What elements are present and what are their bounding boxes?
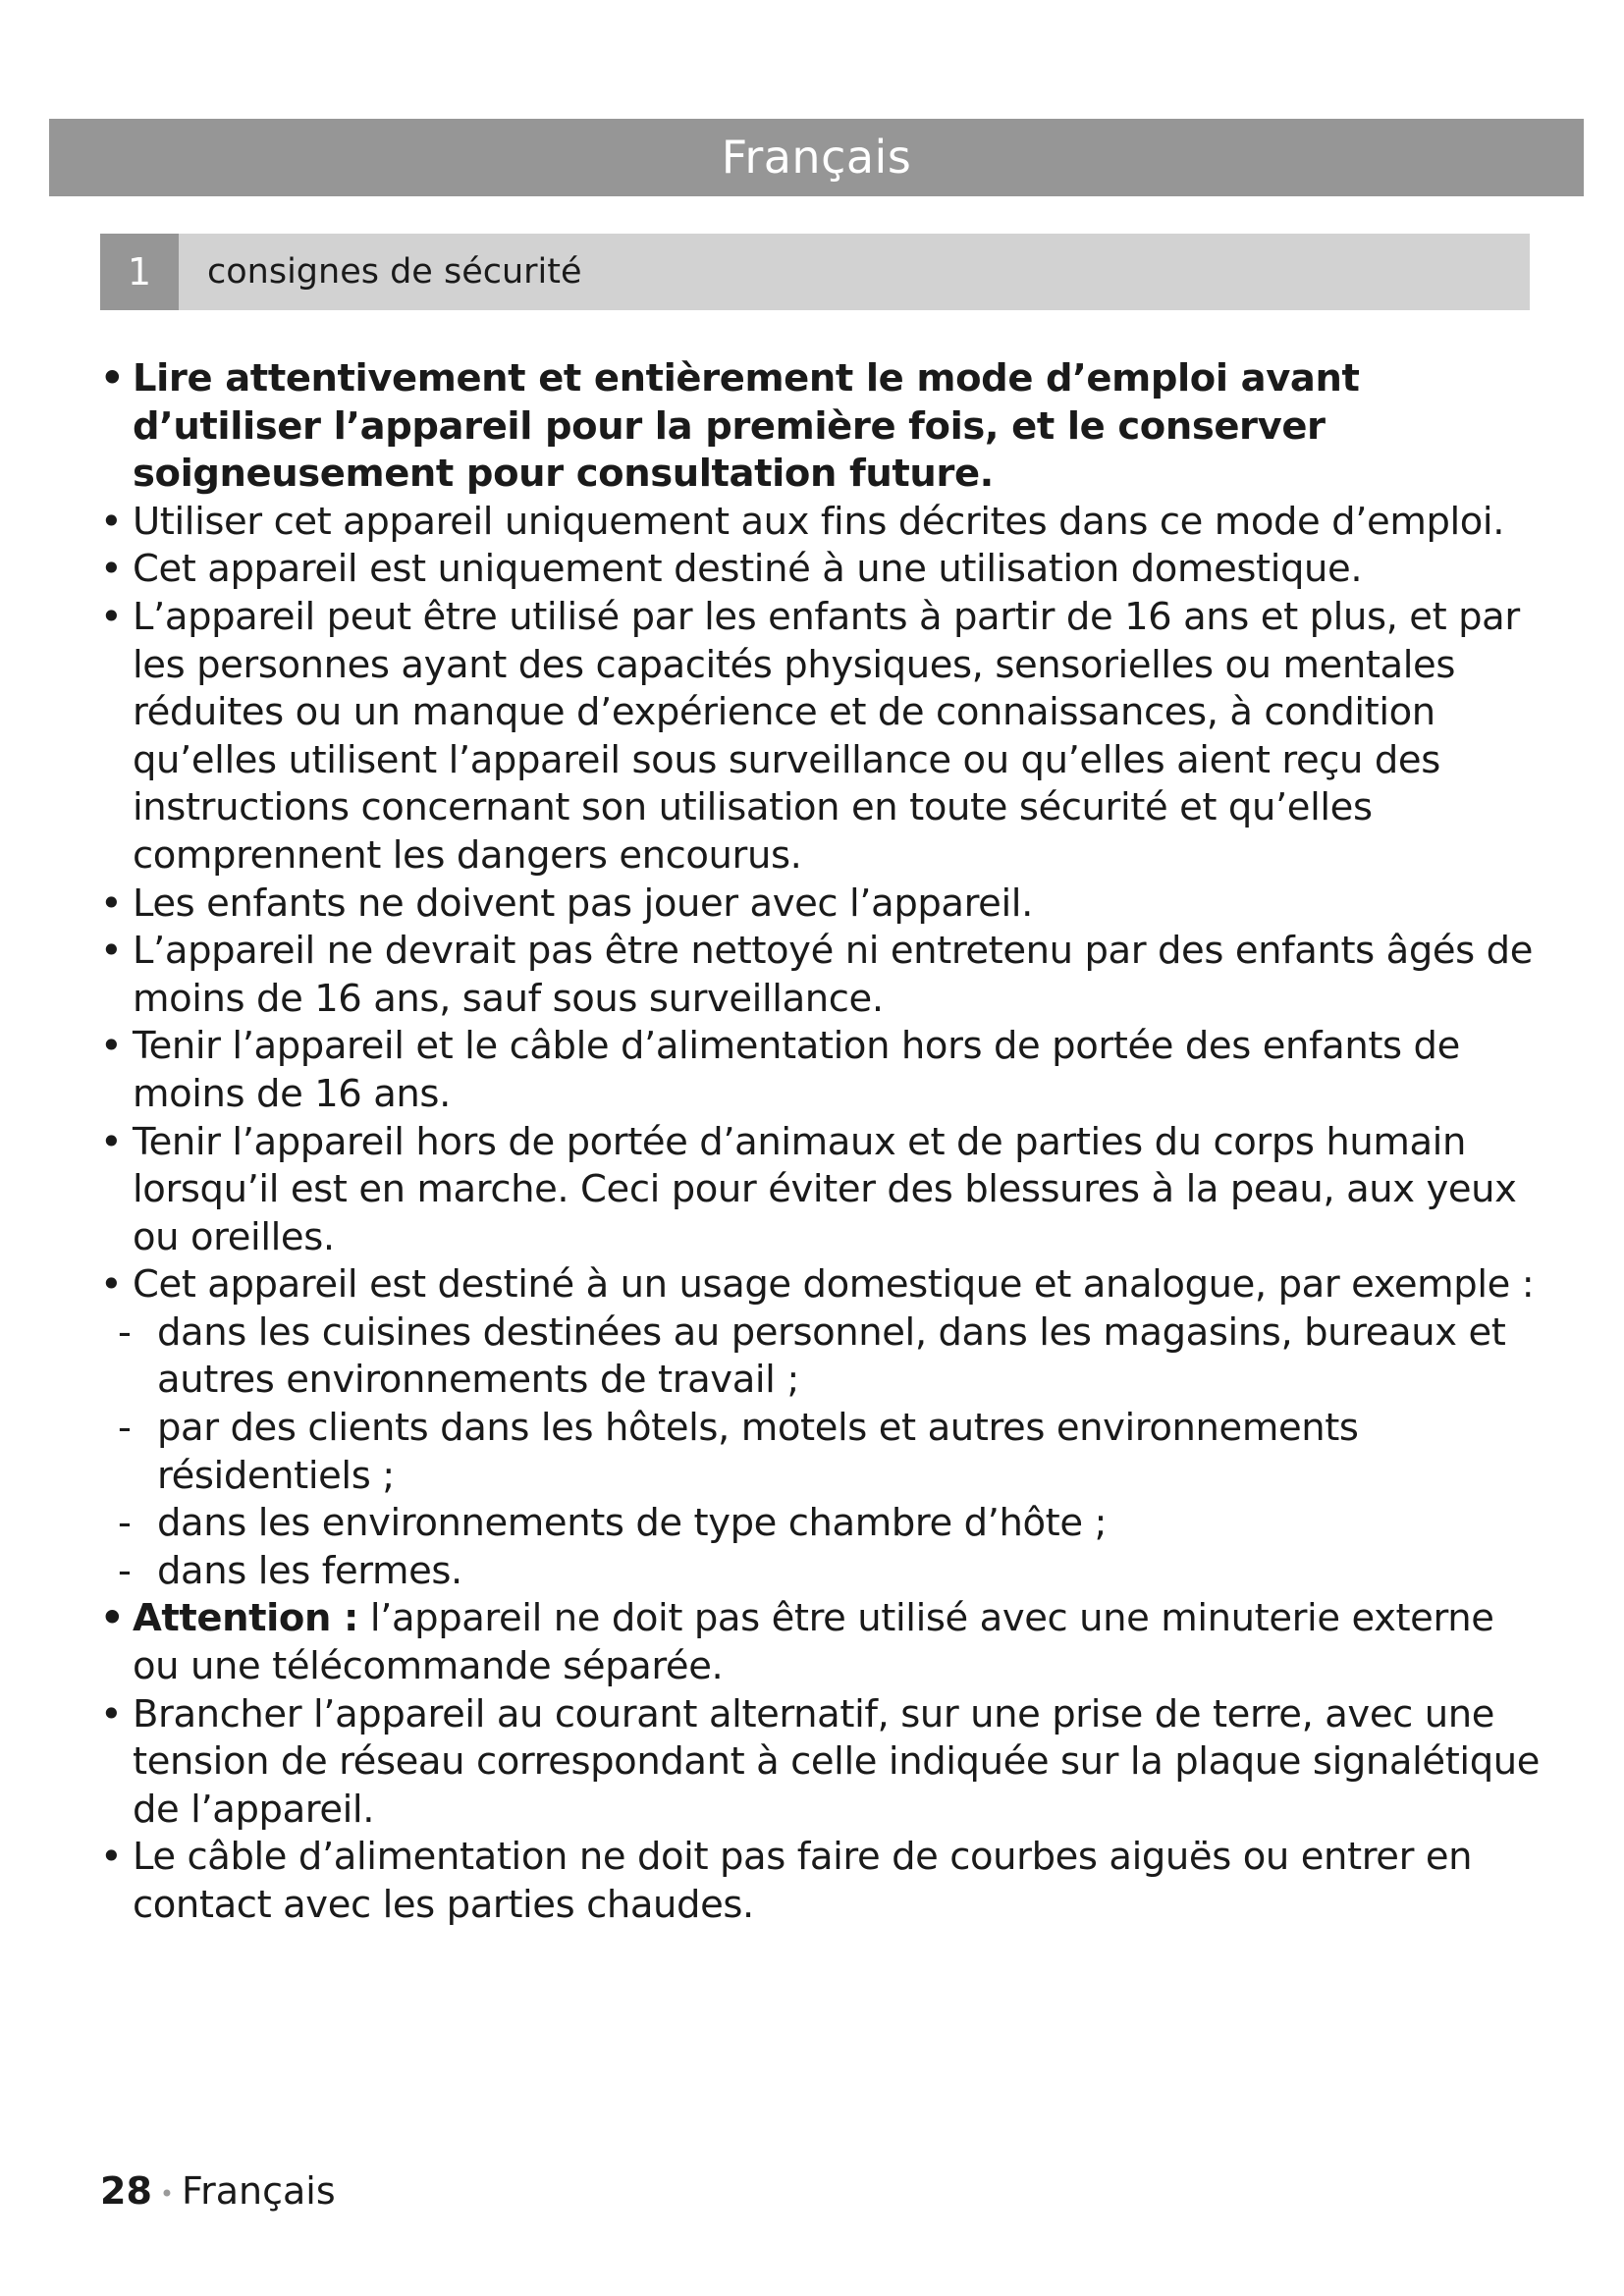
footer-separator: • (159, 2179, 175, 2208)
sub-list-item (98, 1309, 1542, 1405)
page-footer (100, 2167, 336, 2217)
footer-language: Français (182, 2169, 336, 2213)
bullet-marker: • (100, 1024, 123, 1069)
dash-marker: - (118, 1548, 132, 1593)
sub-list-item (98, 1500, 1542, 1548)
bullet-marker: • (100, 356, 125, 400)
sub-list-item (98, 1548, 1542, 1596)
attention-text: l’appareil ne doit pas être utilisé avec une minuterie externe ou une télécommande séparée. (133, 1596, 1494, 1689)
list-item (98, 546, 1542, 594)
bullet-marker: • (100, 499, 123, 544)
list-item (98, 1691, 1542, 1835)
dash-marker: - (118, 1406, 132, 1451)
attention-label: Attention : (133, 1596, 358, 1641)
dash-marker: - (118, 1309, 132, 1355)
sub-item-text: dans les fermes. (157, 1548, 462, 1593)
language-banner: Français (49, 119, 1584, 196)
section-header (100, 234, 1530, 310)
list-item (98, 499, 1542, 547)
bullet-marker: • (100, 1835, 123, 1880)
list-item (98, 1119, 1542, 1262)
bullet-marker: • (100, 881, 123, 926)
item-text: Les enfants ne doivent pas jouer avec l’appareil. (133, 881, 1033, 926)
list-item (98, 355, 1542, 499)
bullet-marker: • (100, 1596, 125, 1641)
list-item (98, 928, 1542, 1023)
bullet-marker: • (100, 1119, 123, 1164)
item-text: L’appareil ne devrait pas être nettoyé ni entretenu par des enfants âgés de moins de 16 ans, sauf sous surveillance. (133, 929, 1533, 1021)
item-text: Brancher l’appareil au courant alternatif, sur une prise de terre, avec une tension de réseau correspondant à celle indiquée sur la plaque signalétique de l’appareil. (133, 1691, 1541, 1832)
bullet-marker: • (100, 929, 123, 974)
sub-item-text: dans les environnements de type chambre d’hôte ; (157, 1501, 1108, 1546)
dash-marker: - (118, 1501, 132, 1546)
list-item (98, 881, 1542, 929)
attention-item (98, 1595, 1542, 1690)
item-text: Le câble d’alimentation ne doit pas faire de courbes aiguës ou entrer en contact avec les parties chaudes. (133, 1835, 1473, 1927)
section-number: 1 (100, 234, 179, 310)
safety-instructions-list (98, 355, 1542, 1930)
sub-item-text: dans les cuisines destinées au personnel, dans les magasins, bureaux et autres environnements de travail ; (157, 1309, 1506, 1403)
list-item (98, 1261, 1542, 1309)
page-number: 28 (100, 2169, 152, 2213)
list-item (98, 1834, 1542, 1929)
section-title: consignes de sécurité (207, 252, 582, 292)
item-text: Cet appareil est uniquement destiné à une utilisation domestique. (133, 547, 1363, 592)
item-text: Cet appareil est destiné à un usage domestique et analogue, par exemple : (133, 1262, 1535, 1308)
sub-item-text: par des clients dans les hôtels, motels et autres environnements résidentiels ; (157, 1406, 1359, 1498)
item-text: Tenir l’appareil et le câble d’alimentation hors de portée des enfants de moins de 16 ans. (133, 1024, 1460, 1116)
sub-list-item (98, 1405, 1542, 1500)
bullet-marker: • (100, 1262, 123, 1308)
list-item (98, 1023, 1542, 1118)
bullet-marker: • (100, 594, 123, 639)
bullet-marker: • (100, 547, 123, 592)
list-item (98, 594, 1542, 881)
item-text: Tenir l’appareil hors de portée d’animaux et de parties du corps humain lorsqu’il est en marche. Ceci pour éviter des blessures à la peau, aux yeux ou oreilles. (133, 1119, 1517, 1259)
item-text: Lire attentivement et entièrement le mode d’emploi avant d’utiliser l’appareil pour la première fois, et le conserver soigneusement pour consultation future. (133, 356, 1360, 497)
item-text: L’appareil peut être utilisé par les enfants à partir de 16 ans et plus, et par les personnes ayant des capacités physiques, sensorielles ou mentales réduites ou un manque d’expérience et de connaissances, à condition qu’elles utilisent l’appareil sous surveillance ou qu’elles aient reçu des instructions concernant son utilisation en toute sécurité et qu’elles comprennent les dangers encourus. (133, 594, 1520, 878)
bullet-marker: • (100, 1691, 123, 1736)
item-text: Utiliser cet appareil uniquement aux fins décrites dans ce mode d’emploi. (133, 499, 1505, 544)
